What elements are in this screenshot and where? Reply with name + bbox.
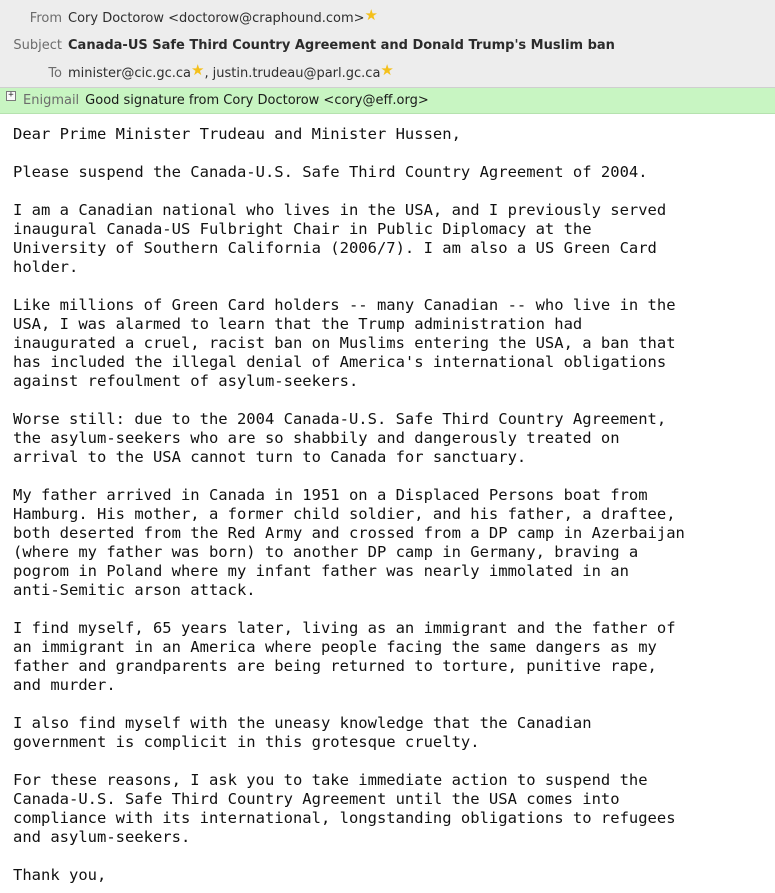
star-icon[interactable]: ★: [364, 5, 378, 24]
body-paragraph: For these reasons, I ask you to take immediate action to suspend the Canada-U.S. Safe Third Country Agreement until the USA comes into compliance with its international, longstanding obligations to refugees and asylum-seekers.: [13, 771, 676, 846]
star-icon[interactable]: ★: [191, 60, 205, 79]
body-paragraph: Worse still: due to the 2004 Canada-U.S. Safe Third Country Agreement, the asylum-seekers who are so shabbily and dangerously treated on arrival to the USA cannot turn to Canada for sanctuary.: [13, 410, 667, 466]
body-paragraph: Thank you,: [13, 866, 107, 884]
subject-label: Subject: [13, 37, 62, 53]
recipient-address[interactable]: justin.trudeau@parl.gc.ca: [212, 65, 381, 81]
message-header: [0, 0, 775, 88]
body-paragraph: Please suspend the Canada-U.S. Safe Third Country Agreement of 2004.: [13, 163, 648, 181]
signature-status: Good signature from Cory Doctorow <cory@eff.org>: [85, 93, 429, 108]
enigmail-bar: [0, 88, 775, 114]
to-row: [0, 62, 775, 84]
body-paragraph: I also find myself with the uneasy knowledge that the Canadian government is complicit in this grotesque cruelty.: [13, 714, 592, 751]
recipient-separator: ,: [204, 65, 209, 81]
expand-icon[interactable]: +: [6, 91, 16, 101]
recipient-address[interactable]: minister@cic.gc.ca: [68, 65, 192, 81]
body-paragraph: I am a Canadian national who lives in the USA, and I previously served inaugural Canada-US Fulbright Chair in Public Diplomacy at the University of Southern California (2006/7). I am also a US Green Card holder.: [13, 201, 667, 276]
body-paragraph: My father arrived in Canada in 1951 on a Displaced Persons boat from Hamburg. His mother, a former child soldier, and his father, a draftee, both deserted from the Red Army and crossed from a DP camp in Azerbaijan (where my father was born) to another DP camp in Germany, braving a pogrom in Poland where my infant father was nearly immolated in an anti-Semitic arson attack.: [13, 486, 685, 599]
subject-row: [0, 34, 775, 56]
to-label: To: [48, 65, 62, 81]
enigmail-label: Enigmail: [23, 93, 80, 108]
body-paragraph: Dear Prime Minister Trudeau and Minister Hussen,: [13, 125, 461, 143]
from-address[interactable]: Cory Doctorow <doctorow@craphound.com>: [68, 10, 365, 26]
from-label: From: [29, 10, 62, 26]
star-icon[interactable]: ★: [380, 60, 394, 79]
body-paragraph: I find myself, 65 years later, living as an immigrant and the father of an immigrant in an America where people facing the same dangers as my father and grandparents are being returned to torture, punitive rape, and murder.: [13, 619, 676, 694]
message-body: [0, 114, 775, 885]
body-paragraph: Like millions of Green Card holders -- many Canadian -- who live in the USA, I was alarmed to learn that the Trump administration had inaugurated a cruel, racist ban on Muslims entering the USA, a ban that has included the illegal denial of America's international obligations against refoulment of asylum-seekers.: [13, 296, 676, 390]
from-row: [0, 7, 775, 29]
subject-text: Canada-US Safe Third Country Agreement and Donald Trump's Muslim ban: [68, 37, 615, 53]
